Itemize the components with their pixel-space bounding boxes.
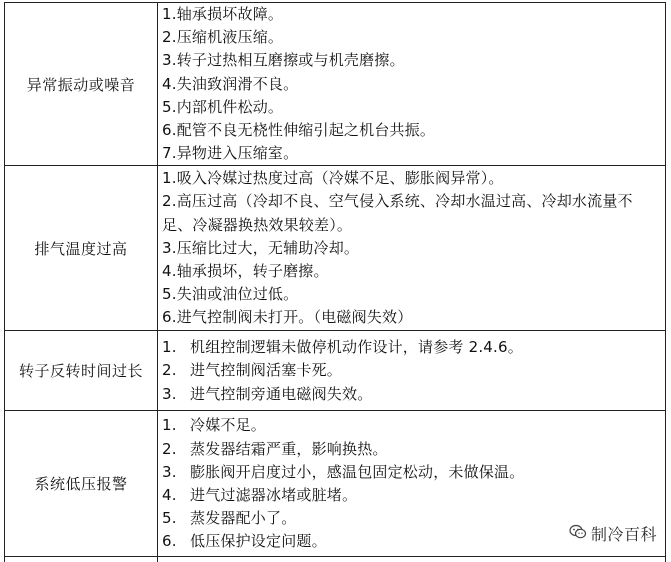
watermark-text: 制冷百科 [590, 525, 657, 544]
row-label-cell [5, 3, 158, 166]
row-items-cell [158, 166, 666, 331]
item-number: 2. [162, 361, 177, 380]
row-label: 系统低压报警 [34, 475, 128, 494]
table-continuation [4, 556, 666, 562]
list-item: 2.高压过高（冷却不良、空气侵入系统、冷却水温过高、冷却水流量不足、冷凝器换热效果较差）。 [162, 192, 633, 234]
list-item: 1.轴承损坏故障。 [162, 5, 284, 23]
list-item: 4.轴承损坏，转子磨擦。 [162, 262, 329, 281]
list-item: 7.异物进入压缩室。 [162, 144, 299, 163]
row-label-cell [5, 411, 158, 557]
item-number: 4. [162, 485, 177, 504]
list-item: 4.失油致润滑不良。 [162, 74, 299, 93]
table-row [5, 3, 666, 166]
list-item: 6.配管不良无桡性伸缩引起之机台共振。 [162, 121, 436, 140]
row-items-cell [158, 3, 666, 166]
watermark [565, 520, 661, 547]
list-item: 3.转子过热相互磨擦或与机壳磨擦。 [162, 51, 405, 70]
item-text: 进气控制旁通电磁阀失效。 [190, 384, 373, 403]
item-number: 1. [162, 416, 177, 435]
list-item [162, 383, 665, 406]
row-label: 排气温度过高 [34, 239, 128, 258]
list-item [162, 484, 665, 507]
item-number: 3. [162, 384, 177, 403]
item-text: 低压保护设定问题。 [190, 532, 327, 551]
item-number: 6. [162, 532, 177, 551]
fault-table [4, 2, 666, 557]
list-item [162, 414, 665, 437]
list-item: 1.吸入冷媒过热度过高（冷媒不足、膨胀阀异常）。 [162, 169, 504, 188]
item-text: 进气过滤器冰堵或脏堵。 [190, 485, 358, 504]
list-item [162, 359, 665, 382]
list-item: 5.内部机件松动。 [162, 97, 284, 116]
list-item: 5.失油或油位过低。 [162, 285, 299, 304]
item-text: 膨胀阀开启度过小，感温包固定松动，未做保温。 [190, 462, 525, 481]
table-row [5, 331, 666, 411]
list-item [162, 461, 665, 484]
list-item [162, 438, 665, 461]
column-divider [157, 556, 158, 562]
item-text: 冷媒不足。 [190, 416, 267, 435]
item-number: 2. [162, 439, 177, 458]
item-text: 蒸发器配小了。 [190, 509, 297, 528]
table-row [5, 166, 666, 331]
row-label-cell [5, 331, 158, 411]
item-text: 进气控制阀活塞卡死。 [190, 361, 343, 380]
list-item: 6.进气控制阀未打开。（电磁阀失效） [162, 308, 413, 327]
list-item: 2.压缩机液压缩。 [162, 28, 284, 47]
row-label: 转子反转时间过长 [18, 362, 143, 381]
row-label: 异常振动或噪音 [26, 75, 136, 94]
row-items-cell [158, 331, 666, 411]
item-text: 蒸发器结霜严重，影响换热。 [190, 439, 388, 458]
list-item: 3.压缩比过大，无辅助冷却。 [162, 238, 360, 257]
item-number: 3. [162, 462, 177, 481]
row-label-cell [5, 166, 158, 331]
item-number: 5. [162, 509, 177, 528]
item-number: 1. [162, 338, 177, 357]
list-item [162, 336, 665, 359]
wechat-icon [569, 524, 587, 544]
item-text: 机组控制逻辑未做停机动作设计，请参考 2.4.6。 [190, 338, 523, 357]
